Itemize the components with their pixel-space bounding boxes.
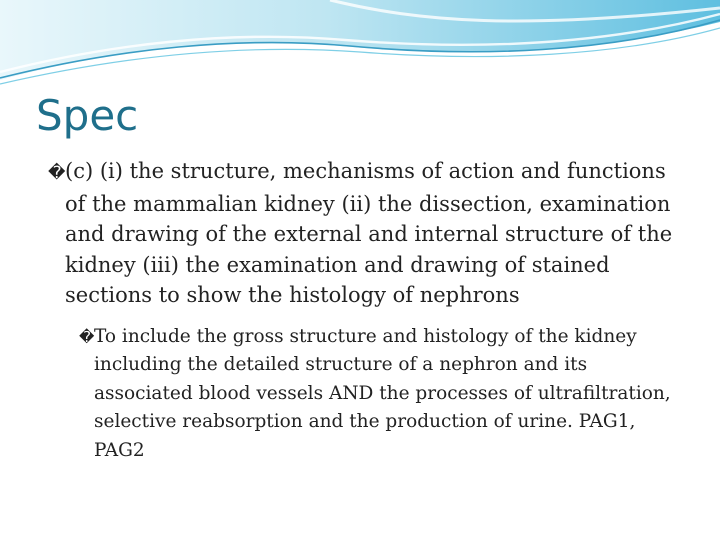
- slide-body: [48, 156, 688, 465]
- bullet-item-level-2: [48, 323, 688, 466]
- bullet-text: To include the gross structure and histology of the kidney including the detailed structure of a nephron and its associated blood vessels AND the processes of ultrafiltration, selective reabsorption and the production of urine. PAG1, PAG2: [94, 325, 671, 461]
- bullet-text: (c) (i) the structure, mechanisms of action and functions of the mammalian kidney (ii) the dissection, examination and drawing of the external and internal structure of the kidney (iii) the examination and drawing of stained sections to show the histology of nephrons: [65, 159, 673, 307]
- slide-title: Spec: [36, 91, 139, 140]
- bullet-item-level-1: [48, 156, 688, 311]
- bullet-marker-icon: �: [48, 163, 66, 183]
- bullet-marker-icon: �: [79, 327, 95, 346]
- header-wave-decoration: [0, 0, 720, 90]
